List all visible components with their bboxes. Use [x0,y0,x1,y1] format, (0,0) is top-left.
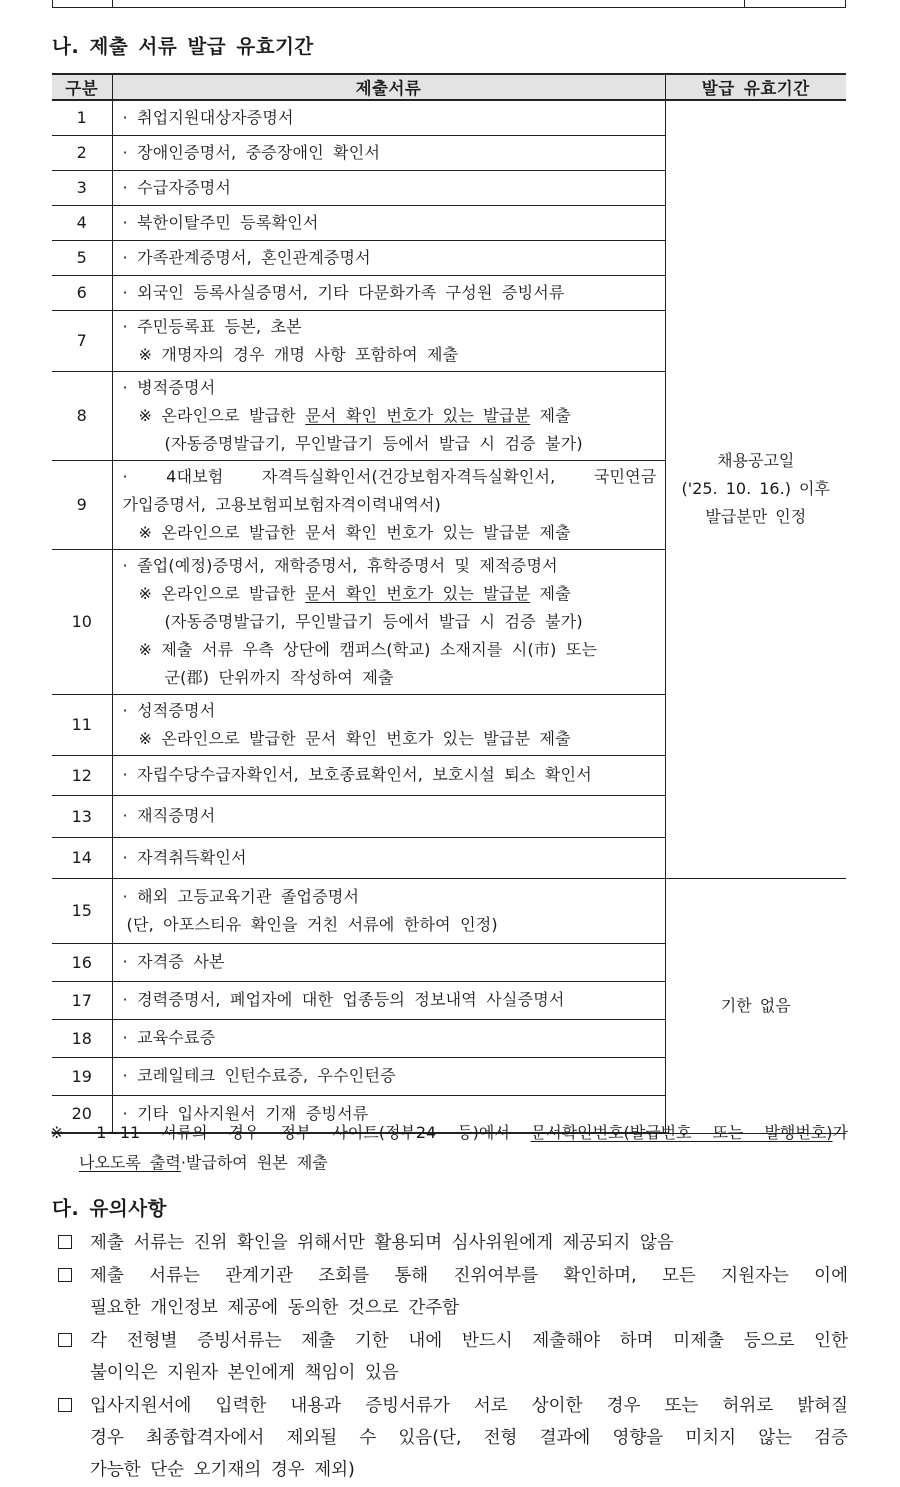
header-num: 구분 [52,74,112,100]
table-footnote [50,1118,848,1178]
header-validity: 발급 유효기간 [665,74,846,100]
checkbox-square-icon [58,1235,72,1249]
doc-main: · 장애인증명서, 중증장애인 확인서 [122,142,381,162]
row-doc [112,549,665,694]
row-num: 12 [52,755,112,795]
checkbox-square-icon [58,1398,72,1412]
table-header-row [52,74,846,100]
row-num: 3 [52,170,112,205]
row-doc [112,878,665,943]
row-num: 4 [52,205,112,240]
table-row [52,100,846,135]
row-doc [112,837,665,878]
underlined-text: 문서 확인 번호가 있는 발급분 [305,405,531,425]
doc-note-cont: 군(郡) 단위까지 작성하여 제출 [164,667,394,687]
doc-note: ※ 온라인으로 발급한 문서 확인 번호가 있는 발급분 제출 [138,405,571,425]
previous-table-edge [52,0,846,8]
list-item [58,1260,848,1324]
doc-main: · 코레일테크 인턴수료증, 우수인턴증 [122,1066,396,1085]
doc-main: · 병적증명서 [122,377,216,397]
validity-no-limit: 기한 없음 [665,878,846,1133]
row-doc [112,135,665,170]
underlined-text: 문서 확인 번호가 있는 발급분 [305,583,531,603]
doc-note: ※ 제출 서류 우측 상단에 캠퍼스(학교) 소재지를 시(市) 또는 [138,639,598,659]
validity-a-line: 발급분만 인정 [705,507,807,527]
row-doc [112,240,665,275]
header-doc: 제출서류 [112,74,665,100]
row-doc [112,943,665,981]
row-num: 6 [52,275,112,310]
row-doc [112,100,665,135]
row-num: 8 [52,371,112,460]
note-line: 입사지원서에 입력한 내용과 증빙서류가 서로 상이한 경우 또는 허위로 밝혀질 [90,1396,848,1416]
doc-main: · 외국인 등록사실증명서, 기타 다문화가족 구성원 증빙서류 [122,282,565,302]
row-num: 13 [52,795,112,837]
table-row [52,878,846,943]
doc-main: · 성적증명서 [122,700,216,720]
row-num: 18 [52,1019,112,1057]
note-line: 가능한 단순 오기재의 경우 제외) [90,1460,355,1480]
doc-main: · 가족관계증명서, 혼인관계증명서 [122,247,371,267]
doc-note: ※ 온라인으로 발급한 문서 확인 번호가 있는 발급분 제출 [138,522,571,542]
doc-main: · 취업지원대상자증명서 [122,107,294,127]
row-doc [112,755,665,795]
doc-main: · 자립수당수급자확인서, 보호종료확인서, 보호시설 퇴소 확인서 [122,765,592,784]
footnote-line: ※ 1~11 서류의 경우 정부 사이트(정부24 등)에서 문서확인번호(발급번호 또는 발행번호)가 [50,1123,849,1142]
doc-main: · 해외 고등교육기관 졸업증명서 [122,886,360,906]
row-num: 17 [52,981,112,1019]
row-doc [112,205,665,240]
doc-main: · 4대보험 자격득실확인서(건강보험자격득실확인서, 국민연금 [122,466,657,486]
doc-main: · 자격취득확인서 [122,847,247,867]
row-doc [112,170,665,205]
underlined-text: 나오도록 출력 [79,1153,181,1172]
note-line: 각 전형별 증빙서류는 제출 기한 내에 반드시 제출해야 하며 미제출 등으로 인한 [90,1331,848,1351]
row-num: 10 [52,549,112,694]
row-doc [112,1019,665,1057]
doc-note: ※ 온라인으로 발급한 문서 확인 번호가 있는 발급분 제출 [138,583,571,603]
doc-main: · 수급자증명서 [122,177,232,197]
notes-list [58,1227,848,1487]
row-num: 20 [52,1095,112,1133]
footnote-line: 나오도록 출력·발급하여 원본 제출 [79,1153,328,1172]
row-num: 5 [52,240,112,275]
doc-main-cont: 가입증명서, 고용보험피보험자격이력내역서) [122,494,441,514]
validity-a-line: 채용공고일 [717,451,795,471]
list-item [58,1227,848,1259]
note-line: 불이익은 지원자 본인에게 책임이 있음 [90,1363,399,1383]
list-item [58,1390,848,1486]
row-num: 19 [52,1057,112,1095]
doc-main: · 자격증 사본 [122,952,225,971]
row-num: 9 [52,460,112,549]
section-title-validity: 나. 제출 서류 발급 유효기간 [52,35,314,58]
row-doc [112,275,665,310]
note-line: 제출 서류는 진위 확인을 위해서만 활용되며 심사위원에게 제공되지 않음 [90,1233,674,1253]
doc-main: · 주민등록표 등본, 초본 [122,316,302,336]
document-validity-table [52,73,846,1134]
row-doc [112,1057,665,1095]
note-line: 경우 최종합격자에서 제외될 수 있음(단, 전형 결과에 영향을 미치지 않는 검증 [90,1428,848,1448]
row-num: 2 [52,135,112,170]
doc-note: ※ 개명자의 경우 개명 사항 포함하여 제출 [138,344,459,364]
doc-note-cont: (자동증명발급기, 무인발급기 등에서 발급 시 검증 불가) [164,611,583,631]
underlined-text: 문서확인번호(발급번호 또는 발행번호) [530,1123,833,1142]
row-num: 11 [52,694,112,755]
doc-sub: (단, 아포스티유 확인을 거친 서류에 한하여 인정) [126,914,498,934]
row-doc [112,694,665,755]
note-line: 필요한 개인정보 제공에 동의한 것으로 간주함 [90,1298,460,1318]
row-doc [112,981,665,1019]
row-doc [112,460,665,549]
section-title-notes: 다. 유의사항 [52,1197,167,1220]
doc-main: · 경력증명서, 폐업자에 대한 업종등의 정보내역 사실증명서 [122,990,565,1009]
validity-a-line: ('25. 10. 16.) 이후 [681,479,830,499]
row-num: 14 [52,837,112,878]
doc-note-cont: (자동증명발급기, 무인발급기 등에서 발급 시 검증 불가) [164,433,583,453]
row-doc [112,371,665,460]
row-num: 15 [52,878,112,943]
row-doc [112,310,665,371]
checkbox-square-icon [58,1333,72,1347]
doc-main: · 재직증명서 [122,806,216,825]
row-doc [112,795,665,837]
validity-after-announcement [665,100,846,878]
doc-main: · 기타 입사지원서 기재 증빙서류 [122,1103,369,1123]
doc-main: · 교육수료증 [122,1028,216,1047]
checkbox-square-icon [58,1268,72,1282]
note-line: 제출 서류는 관계기관 조회를 통해 진위여부를 확인하며, 모든 지원자는 이에 [90,1266,848,1286]
row-num: 16 [52,943,112,981]
list-item [58,1325,848,1389]
row-num: 1 [52,100,112,135]
doc-note: ※ 온라인으로 발급한 문서 확인 번호가 있는 발급분 제출 [138,728,571,748]
row-num: 7 [52,310,112,371]
doc-main: · 졸업(예정)증명서, 재학증명서, 휴학증명서 및 제적증명서 [122,555,558,575]
doc-main: · 북한이탈주민 등록확인서 [122,212,319,232]
